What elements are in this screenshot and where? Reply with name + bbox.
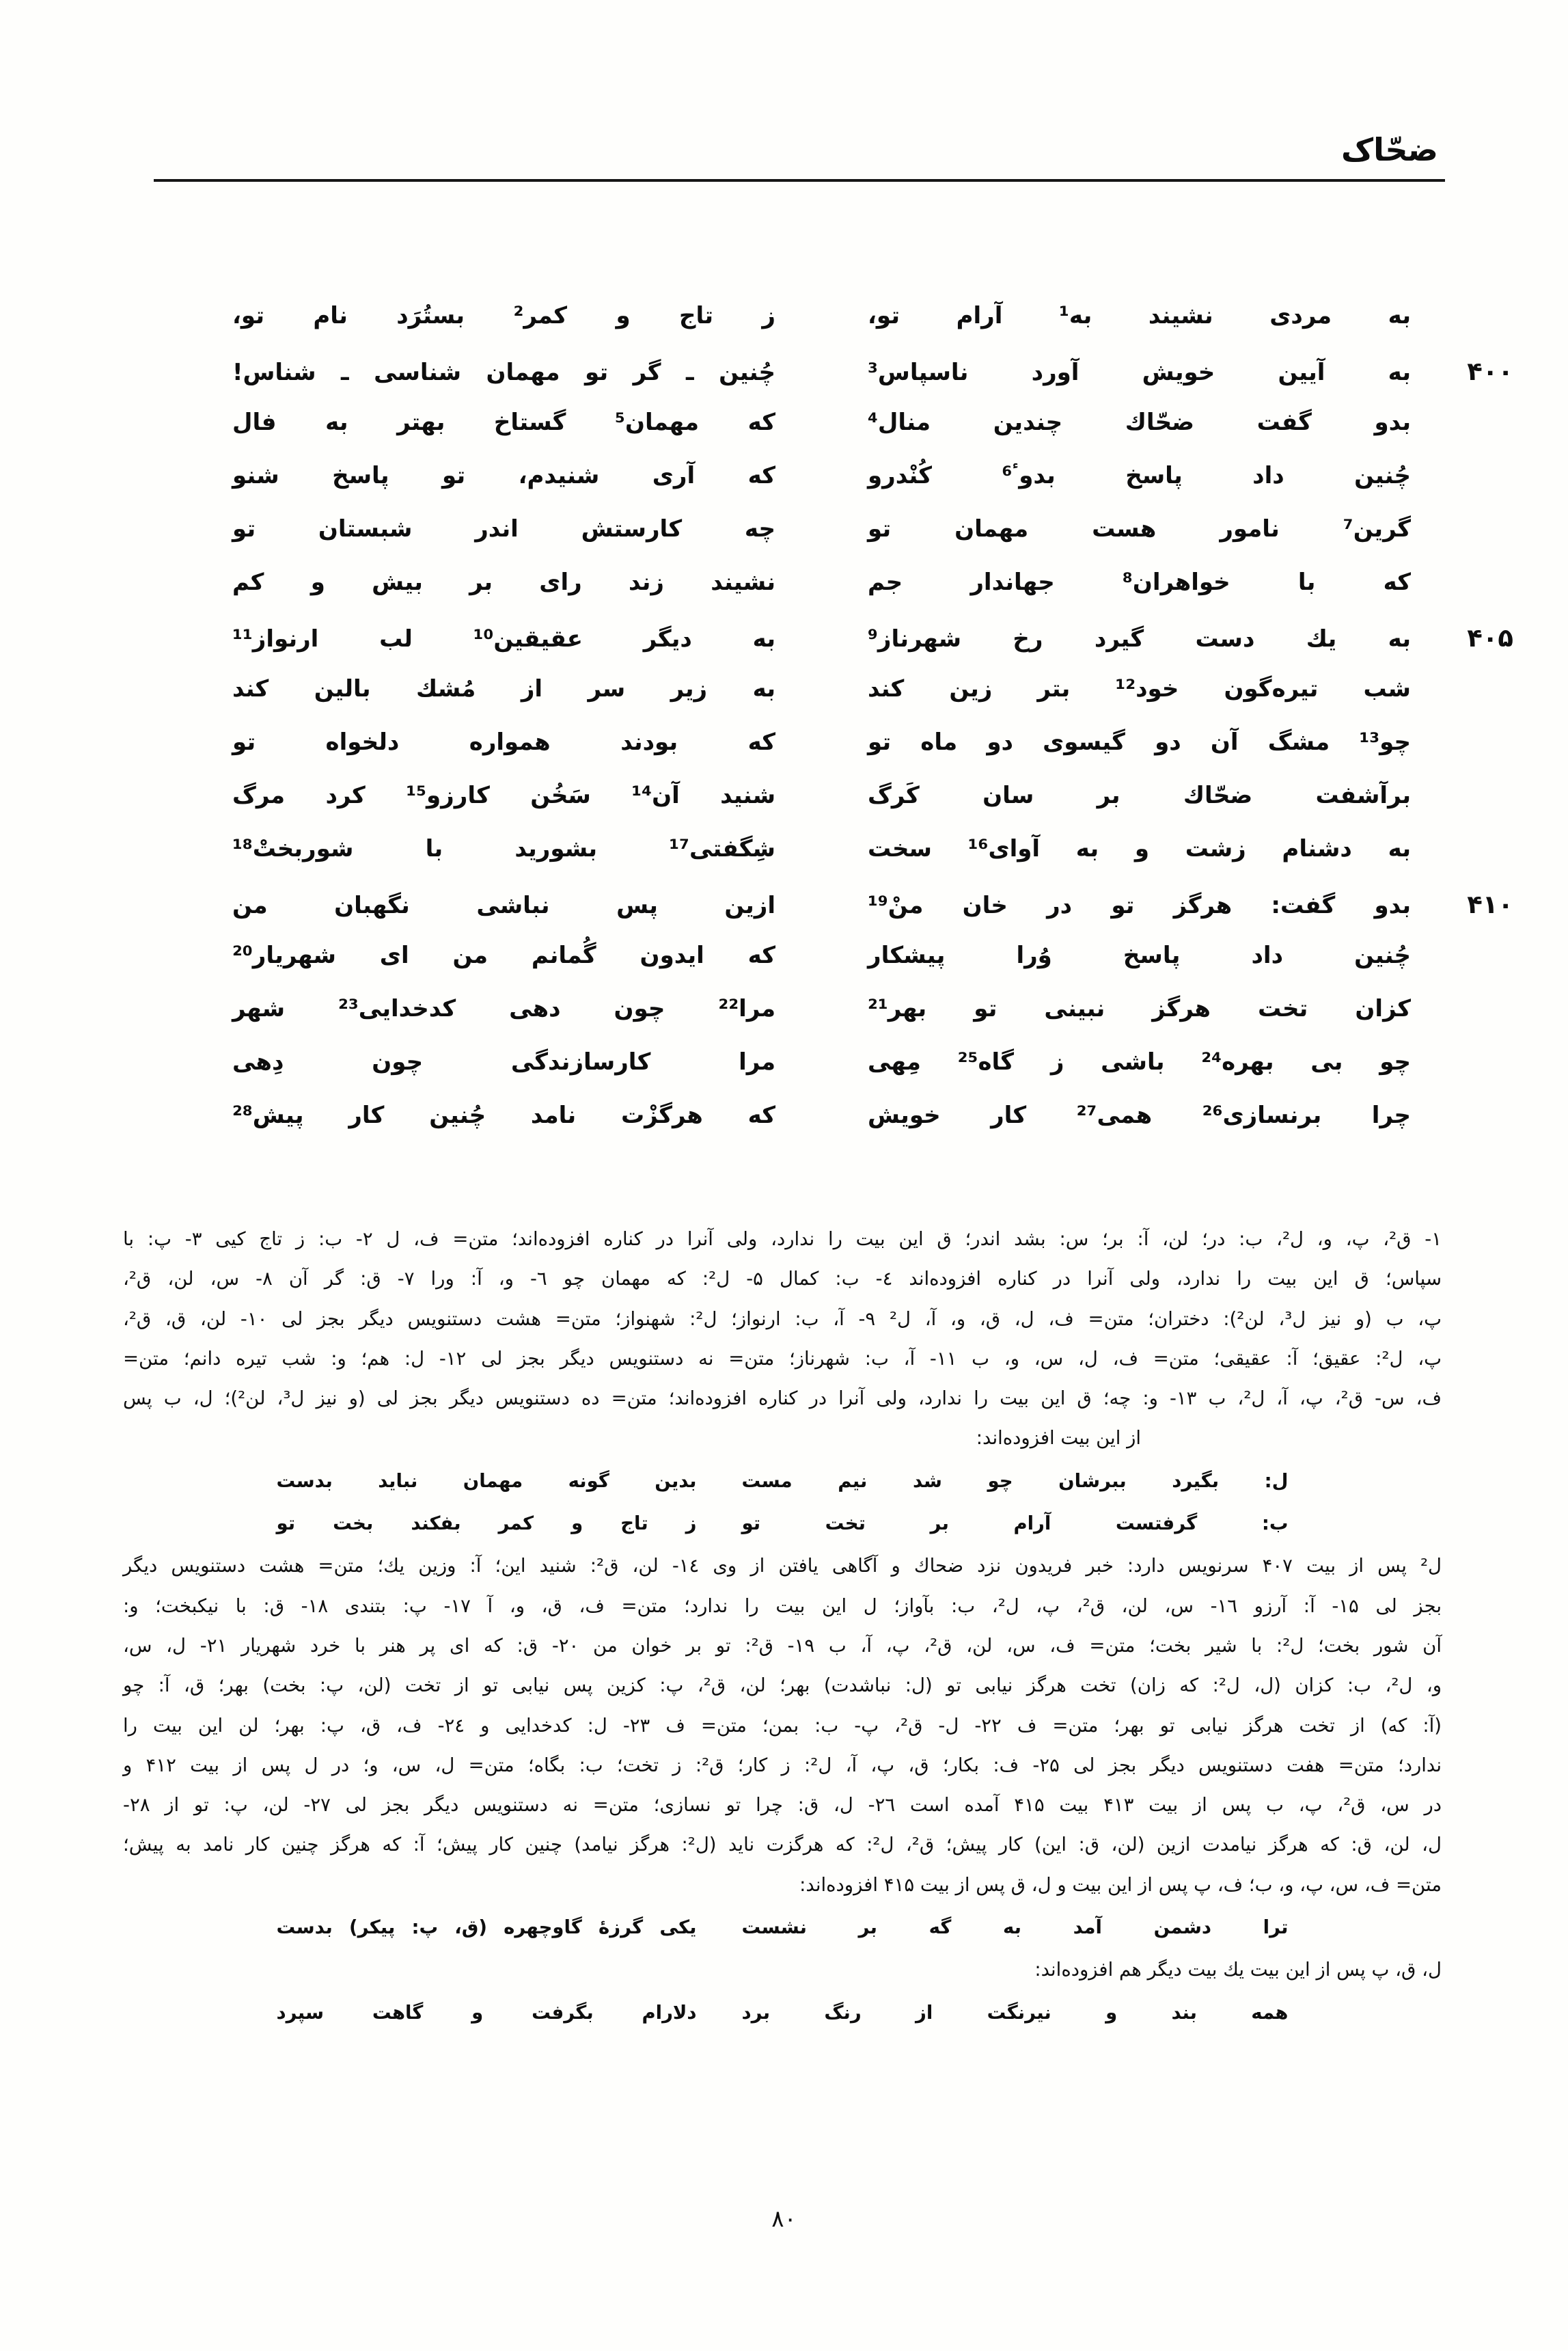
hemistich-right: که با خواهران⁸ جهاندار جم (868, 569, 1411, 596)
hemistich-right: شب تیره‌گون خود¹² بتر زین کند (868, 675, 1411, 703)
hemistich-left: مرا کارسازندگی چون دِهی (232, 1048, 775, 1076)
footnote-line: در س، ق²، پ، ب پس از بیت ۴۱۳ بیت ۴۱۵ آمده است ۲٦- ل، ق: چرا تو نسازی؛ متن= نه دستنویس دیگر بجز لی ۲۷- لن، پ: تو از ۲۸- (123, 1794, 1442, 1817)
hemistich-right: کزان تخت هرگز نبینی تو بهر²¹ (868, 995, 1411, 1022)
hemistich-left: ازین پس نباشی نگهبان من (232, 892, 775, 919)
verse-row (0, 837, 1513, 890)
hemistich-right: بدو گفت ضحّاك چندین منال⁴ (868, 409, 1411, 436)
footnote-line: ندارد؛ متن= هفت دستنویس دیگر بجز لی ۲۵- ف: بکار؛ ق، پ، آ، ل²: ز کار؛ ق²: ز تخت؛ ب: بگاه؛ متن= ل، س، و؛ در ل پس از بیت ۴۱۲ و (123, 1754, 1442, 1776)
hemistich-left: به دیگر عقیقین¹⁰ لب ارنواز¹¹ (232, 625, 775, 653)
poem-block (0, 303, 1513, 1156)
verse-row (0, 623, 1513, 677)
verse-number: ۴۰۵ (1467, 623, 1513, 653)
footnote-line: ل، لن، ق: که هرگز نیامدت ازین (لن، ق: این) کار پیش؛ ق²، ل²: که هرگزت ناید (ل²: هرگز نیامد) چنین کار پیش؛ آ: که هرگز چنین کار نامد به پیش؛ (123, 1834, 1442, 1856)
hemistich-right: به دشنام زشت و به آوای¹⁶ سخت (868, 835, 1411, 862)
hemistich-right: به آیین خویش آورد ناسپاس³ (868, 359, 1411, 386)
page-number: ۸۰ (771, 2205, 797, 2233)
footnote-line: ف، س- ق²، پ، آ، ل²، ب ۱۳- و: چه؛ ق این بیت را ندارد، ولی آنرا در کناره افزوده‌اند؛ متن= ده دستنویس دیگر بجز لی (و نیز ل³، لن²)؛ ل، ب پس (123, 1387, 1442, 1410)
page-title: ضحّاک (1341, 131, 1438, 168)
footnote-line: متن= ف، س، پ، و، ب؛ ف، پ پس از این بیت و ل، ق پس از بیت ۴۱۵ افزوده‌اند: (799, 1873, 1442, 1896)
hemistich-left: که بودند همواره دلخواه تو (232, 729, 775, 756)
hemistich-left: چُنین ـ گر تو مهمان شناسی ـ شناس! (232, 359, 775, 386)
verse-row (0, 1050, 1513, 1103)
added-verse-left: بدین گونه مهمان نباید بدست (276, 1469, 697, 1492)
hemistich-left: که آری شنیدم، تو پاسخ شنو (232, 462, 775, 489)
added-verse (123, 1504, 1442, 1543)
added-verse-left: ز تاج و کمر بفکند بخت تو (276, 1512, 697, 1535)
verse-number: ۴۰۰ (1467, 357, 1513, 386)
hemistich-right: چُنین داد پاسخ وُرا پیشکار (868, 942, 1411, 969)
verse-row (0, 463, 1513, 517)
verse-row (0, 517, 1513, 570)
hemistich-right: چُنین داد پاسخ بدوٴ⁶ کُنْدرو (868, 462, 1411, 489)
verse-row (0, 570, 1513, 623)
footnote-line: پ، ل²: عقیق؛ آ: عقیقی؛ متن= ف، ل، س، و، ب ۱۱- آ، ب: شهرناز؛ متن= نه دستنویس دیگر بجز لی ۱۲- ل: هم؛ و: شب تیره دانم؛ متن= (123, 1347, 1442, 1370)
added-verse-right: همه بند و نیرنگت از رنگ برد (741, 2001, 1289, 2024)
verse-row (0, 783, 1513, 837)
verse-row (0, 730, 1513, 783)
added-verse-left: دلارام بگرفت و گاهت سپرد (276, 2001, 697, 2024)
added-verse-right: ترا دشمن آمد به گه بر نشست (741, 1916, 1289, 1939)
footnote-line: ۱- ق²، پ، و، ل²، ب: در؛ لن، آ: بر؛ س: بشد اندر؛ ق این بیت را ندارد، ولی آنرا در کناره افزوده‌اند؛ متن= ف، ل ۲- ب: ز تاج کیی ۳- پ: با (123, 1228, 1442, 1250)
added-verse-right: ل: بگیرد ببرشان چو شد نیم مست (741, 1469, 1289, 1492)
footnote-line: از این بیت افزوده‌اند: (976, 1427, 1141, 1450)
verse-row (0, 943, 1513, 996)
hemistich-left: که مهمان⁵ گستاخ بهتر به فال (232, 409, 775, 436)
added-verse-right: ب: گرفتست آرام بر تخت تو (741, 1512, 1289, 1535)
footnotes-block (123, 1219, 1442, 2033)
hemistich-right: برآشفت ضحّاك بر سان کَرگ (868, 782, 1411, 809)
verse-row (0, 303, 1513, 357)
added-verse-left: یکی گرزهٔ گاوچهره (ق، پ: پیکر) بدست (276, 1916, 697, 1939)
hemistich-left: که ایدون گُمانم من ای شهریار²⁰ (232, 942, 775, 969)
hemistich-right: بدو گفت: هرگز تو در خان منْ¹⁹ (868, 892, 1411, 919)
footnote-line: ل² پس از بیت ۴۰۷ سرنویس دارد: خبر فریدون نزد ضحاك و آگاهی یافتن از وی ۱٤- لن، ق²: شنید این؛ آ: وزین یك؛ متن= هشت دستنویس دیگر (123, 1555, 1442, 1577)
header-rule (154, 179, 1445, 182)
hemistich-right: به یك دست گیرد رخ شهرناز⁹ (868, 625, 1411, 653)
verse-row (0, 890, 1513, 943)
hemistich-right: به مردی نشیند به¹ آرام تو، (868, 302, 1411, 329)
hemistich-left: شِگفتی¹⁷ بشورید با شوربختْ¹⁸ (232, 835, 775, 862)
hemistich-right: چرا برنسازی²⁶ همی²⁷ کار خویش (868, 1102, 1412, 1129)
footnote-line: سپاس؛ ق این بیت را ندارد، ولی آنرا در کناره افزوده‌اند ٤- ب: کمال ۵- ل²: که مهمان چو ٦- و، آ: ورا ۷- ق: گر آن ۸- س، لن، ق²، (123, 1268, 1442, 1290)
footnote-line: (آ: که) از تخت هرگز نیابی تو بهر؛ متن= ف ۲۲- ل- ق²، پ- ب: بمن؛ متن= ف ۲۳- ل: کدخدایی و ۲٤- ف، ق، پ: بهر؛ لن این بیت را (123, 1714, 1442, 1737)
hemistich-left: چه کارستش اندر شبستان تو (232, 515, 775, 543)
added-verse (123, 1907, 1442, 1947)
verse-number: ۴۱۰ (1467, 890, 1513, 919)
added-verse (123, 1461, 1442, 1501)
footnote-line: پ، ب (و نیز ل³، لن²): دختران؛ متن= ف، ل، ق، و، آ، ل² ۹- آ، ب: ارنواز؛ ل²: شهنواز؛ متن= هشت دستنویس دیگر بجز لی ۱۰- لن، ق، ق²، (123, 1307, 1442, 1330)
scanned-book-page (0, 131, 1568, 2351)
verse-row (0, 357, 1513, 410)
added-verse (123, 1993, 1442, 2033)
footnote-line: بجز لی ۱۵- آ: آرزو ۱٦- س، لن، ق²، پ، ل²، ب: بآواز؛ ل این بیت را ندارد؛ متن= ف، ق، و، آ ۱۷- پ: بتندی ۱۸- ق: با نیکبخت؛ و: (123, 1594, 1442, 1617)
hemistich-left: نشیند زند رای بر بیش و کم (232, 569, 775, 596)
verse-row (0, 996, 1513, 1050)
hemistich-right: چو¹³ مشگ آن دو گیسوی دو ماه تو (868, 729, 1411, 756)
hemistich-left: مرا²² چون دهی کدخدایی²³ شهر (232, 995, 775, 1022)
hemistich-left: به زیر سر از مُشك بالین کند (232, 675, 775, 703)
verse-row (0, 677, 1513, 730)
footnote-line: ل، ق، پ پس از این بیت یك بیت دیگر هم افزوده‌اند: (1034, 1959, 1442, 1981)
verse-row (0, 410, 1513, 463)
page-header (0, 131, 1438, 168)
hemistich-left: که هرگزْت نامد چُنین کار پیش²⁸ (232, 1102, 775, 1129)
footnote-line: آن شور بخت؛ ل²: با شیر بخت؛ متن= ف، س، لن، ق²، پ، آ، ب ۱۹- ق²: تو بر خوان من ۲۰- ق: که ای پر هنر با خرد شهریار ۲۱- ل، س، (123, 1634, 1442, 1657)
hemistich-left: ز تاج و کمر² بستُرَد نام تو، (232, 302, 775, 329)
footnote-line: و، ل²، ب: کزان (ل، ل²: که زان) تخت هرگز نیابی تو (ل: نباشدت) بهر؛ لن، ق²، پ: کزین پس نیابی تو از تخت (لن، پ: بخت) بهر؛ ق، آ: چو (123, 1674, 1442, 1697)
hemistich-right: گرین⁷ نامور هست مهمان تو (868, 515, 1411, 543)
hemistich-right: چو بی بهره²⁴ باشی ز گاه²⁵ مِهی (868, 1048, 1412, 1076)
hemistich-left: شنید آن¹⁴ سَخُن کارزو¹⁵ کرد مرگ (232, 782, 775, 809)
verse-row (0, 1103, 1513, 1156)
